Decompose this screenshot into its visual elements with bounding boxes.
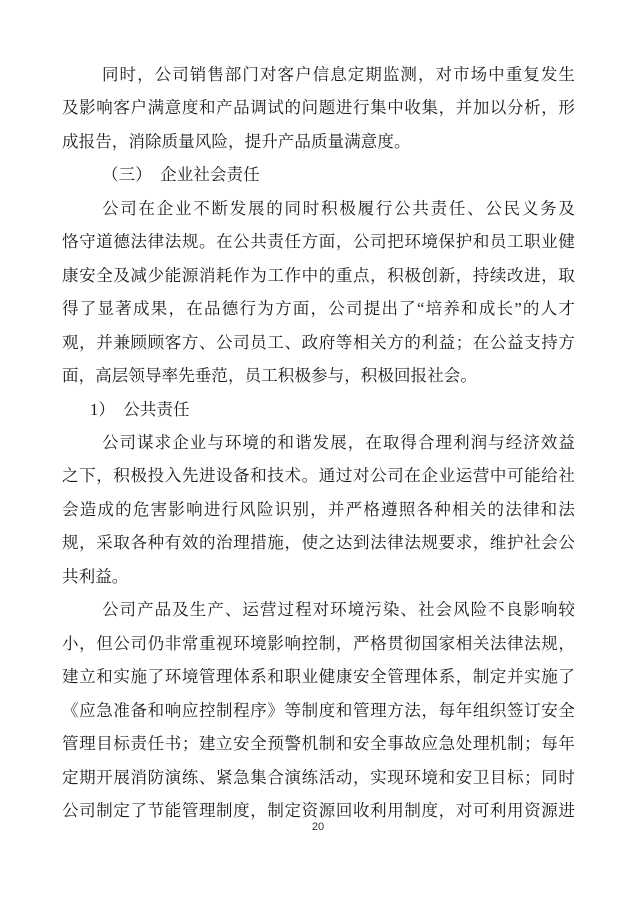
page-number: 20 xyxy=(311,821,325,833)
text-line: 管理目标责任书；建立安全预警机制和安全事故应急处理机制；每年 xyxy=(62,734,575,754)
text-line: 同时，公司销售部门对客户信息定期监测，对市场中重复发生 xyxy=(102,65,575,84)
paragraph-environment-safety-management xyxy=(62,593,575,827)
text-line: 1） 公共责任 xyxy=(90,399,190,419)
paragraph-csr-overview xyxy=(62,192,575,393)
text-line: 会造成的危害影响进行风险识别，并严格遵照各种相关的法律和法 xyxy=(62,499,575,519)
text-line: 得了显著成果，在品德行为方面，公司提出了“培养和成长”的人才 xyxy=(62,299,575,319)
text-line: 规，采取各种有效的治理措施，使之达到法律法规要求，维护社会公 xyxy=(62,533,575,553)
text-line: 公司谋求企业与环境的和谐发展，在取得合理利润与经济效益 xyxy=(102,432,575,452)
text-line: 恪守道德法律法规。在公共责任方面，公司把环境保护和员工职业健 xyxy=(62,232,575,252)
text-line: 康安全及减少能源消耗作为工作中的重点，积极创新，持续改进，取 xyxy=(62,265,575,285)
text-line: 成报告，消除质量风险，提升产品质量满意度。 xyxy=(62,131,411,151)
document-body xyxy=(62,58,575,827)
paragraph-harmonious-development xyxy=(62,426,575,593)
text-line: 及影响客户满意度和产品调试的问题进行集中收集，并加以分析，形 xyxy=(62,98,575,118)
text-line: 《应急准备和响应控制程序》等制度和管理方法，每年组织签订安全 xyxy=(62,700,575,720)
subsection-heading-public-responsibility xyxy=(62,393,575,426)
section-heading-csr xyxy=(62,158,575,191)
text-line: （三） 企业社会责任 xyxy=(102,165,260,185)
paragraph-customer-quality-monitoring xyxy=(62,58,575,158)
text-line: 公司产品及生产、运营过程对环境污染、社会风险不良影响较 xyxy=(102,600,575,620)
text-line: 之下，积极投入先进设备和技术。通过对公司在企业运营中可能给社 xyxy=(62,466,575,486)
text-line: 建立和实施了环境管理体系和职业健康安全管理体系，制定并实施了 xyxy=(62,667,575,687)
text-line: 公司制定了节能管理制度，制定资源回收利用制度，对可利用资源进 xyxy=(62,800,575,820)
text-line: 面，高层领导率先垂范，员工积极参与，积极回报社会。 xyxy=(62,366,477,386)
text-line: 公司在企业不断发展的同时积极履行公共责任、公民义务及 xyxy=(102,198,575,218)
text-line: 定期开展消防演练、紧急集合演练活动，实现环境和安卫目标；同时 xyxy=(62,767,575,787)
text-line: 小，但公司仍非常重视环境影响控制，严格贯彻国家相关法律法规， xyxy=(62,633,575,653)
text-line: 观，并兼顾顾客方、公司员工、政府等相关方的利益；在公益支持方 xyxy=(62,332,575,352)
text-line: 共利益。 xyxy=(62,566,129,586)
